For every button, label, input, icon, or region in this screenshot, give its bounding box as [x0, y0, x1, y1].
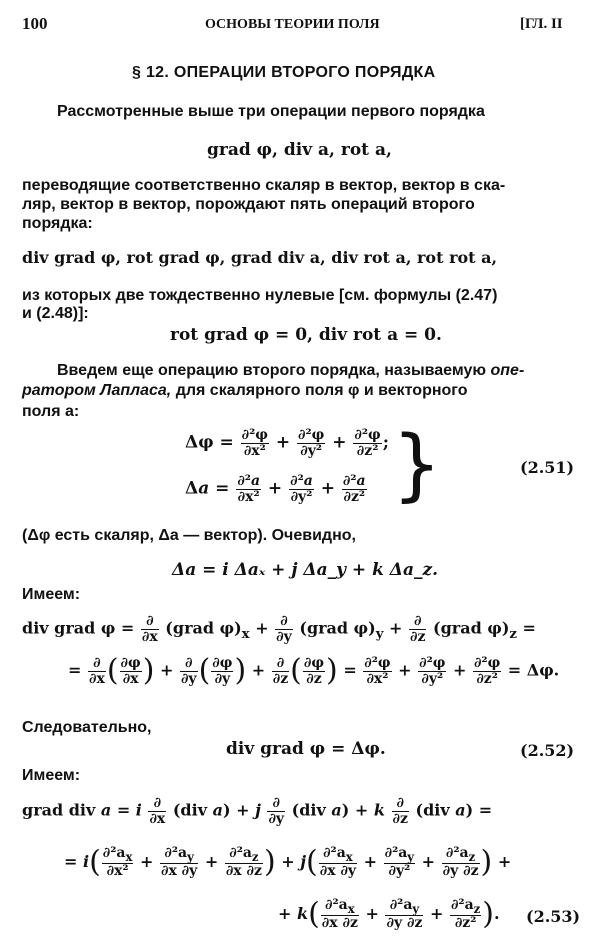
laplace-term-part-1: опе- [490, 362, 525, 379]
equation-grad-div-line-3: + k( $\frac{\partial^2a_x}{\partial x \partial z}$ + $\frac{\partial^2a_y}{\partial y \partial z}$ + $\frac{\partial^2a_z}{\text{∂z²}}$ ). [278, 896, 500, 932]
paragraph-4-line-2-text: для скалярного поля φ и векторного [175, 382, 468, 399]
equation-five-operations: div grad φ, rot grad φ, grad div a, div rot a, rot rot a, [22, 248, 498, 267]
equation-laplace-scalar: Δφ = $\frac{\text{∂²φ}}{\text{∂x²}}$ + $\frac{\text{∂²φ}}{\text{∂y²}}$ + $\frac{\text{∂²φ}}{\text{∂z²}}$ ; [185, 427, 389, 459]
paragraph-4-line-2 [22, 382, 468, 400]
paragraph-5: (Δφ есть скаляр, Δa — вектор). Очевидно, [22, 527, 356, 544]
section-title: § 12. ОПЕРАЦИИ ВТОРОГО ПОРЯДКА [132, 64, 436, 81]
paragraph-4-line-1 [57, 362, 524, 380]
equation-number-2-53: (2.53) [526, 907, 581, 926]
paragraph-4-line-3: поля a: [22, 403, 80, 420]
equation-delta-a-components: Δa = i Δaₓ + j Δa_y + k Δa_z. [172, 560, 439, 580]
laplace-term-part-2: ратором Лапласа, [22, 382, 172, 399]
page-number: 100 [22, 14, 48, 33]
equation-2-52: div grad φ = Δφ. [226, 739, 386, 759]
sledovatelno: Следовательно, [22, 719, 152, 736]
equation-number-2-52: (2.52) [520, 741, 575, 760]
imeem-1: Имеем: [22, 586, 81, 603]
equation-number-2-51: (2.51) [520, 458, 575, 477]
chapter-label: [ГЛ. II [520, 16, 563, 32]
running-title: ОСНОВЫ ТЕОРИИ ПОЛЯ [205, 17, 380, 32]
right-brace: } [392, 420, 442, 510]
paragraph-2-line-1: переводящие соответственно скаляр в вектор, вектор в ска- [22, 177, 506, 194]
equation-div-grad-line-2: = $\frac{\partial}{\partial x}$ ( $\frac{\partial\varphi}{\partial x}$ ) + $\frac{\partial}{\partial y}$ ( $\frac{\partial\varphi}{\partial y}$ ) + $\frac{\partial}{\partial z}$ ( $\frac{\partial\varphi}{\partial z}$ ) = $\frac{\text{∂²φ}}{\text{∂x²}}$ + $\frac{\text{∂²φ}}{\text{∂y²}}$ + $\frac{\text{∂²φ}}{\text{∂z²}}$ = Δφ. [68, 653, 560, 689]
equation-first-order: grad φ, div a, rot a, [207, 140, 392, 160]
equation-zero-identities: rot grad φ = 0, div rot a = 0. [170, 325, 442, 345]
equation-grad-div-line-2: = i( $\frac{\partial^2a_x}{\text{∂x²}}$ + $\frac{\partial^2a_y}{\partial x \partial y}$ + $\frac{\partial^2a_z}{\partial x \partial z}$ ) + j( $\frac{\partial^2a_x}{\partial x \partial y}$ + $\frac{\partial^2a_y}{\text{∂y²}}$ + $\frac{\partial^2a_z}{\partial y \partial z}$ ) + [64, 844, 512, 880]
paragraph-4-line-1-text: Введем еще операцию второго порядка, называемую [57, 362, 487, 379]
paragraph-2-line-3: порядка: [22, 215, 93, 232]
paragraph-2-line-2: ляр, вектор в вектор, порождают пять операций второго [22, 196, 475, 213]
equation-div-grad-line-1: div grad φ = $\frac{\partial}{\partial x}$ (grad $\varphi)_x$ + $\frac{\partial}{\partial y}$ (grad $\varphi)_y$ + $\frac{\partial}{\partial z}$ (grad $\varphi)_z$ = [22, 613, 536, 645]
paragraph-1: Рассмотренные выше три операции первого порядка [57, 103, 485, 120]
equation-laplace-vector: Δa = $\frac{\text{∂²a}}{\text{∂x²}}$ + $\frac{\text{∂²a}}{\text{∂y²}}$ + $\frac{\text{∂²a}}{\text{∂z²}}$ [185, 473, 366, 505]
imeem-2: Имеем: [22, 767, 81, 784]
paragraph-3-line-2: и (2.48)]: [22, 305, 89, 322]
equation-grad-div-line-1: grad div a = i $\frac{\partial}{\partial x}$ (div a) + j $\frac{\partial}{\partial y}$ (div a) + k $\frac{\partial}{\partial z}$ (div a) = [22, 795, 493, 827]
paragraph-3-line-1: из которых две тождественно нулевые [см. формулы (2.47) [22, 287, 498, 304]
